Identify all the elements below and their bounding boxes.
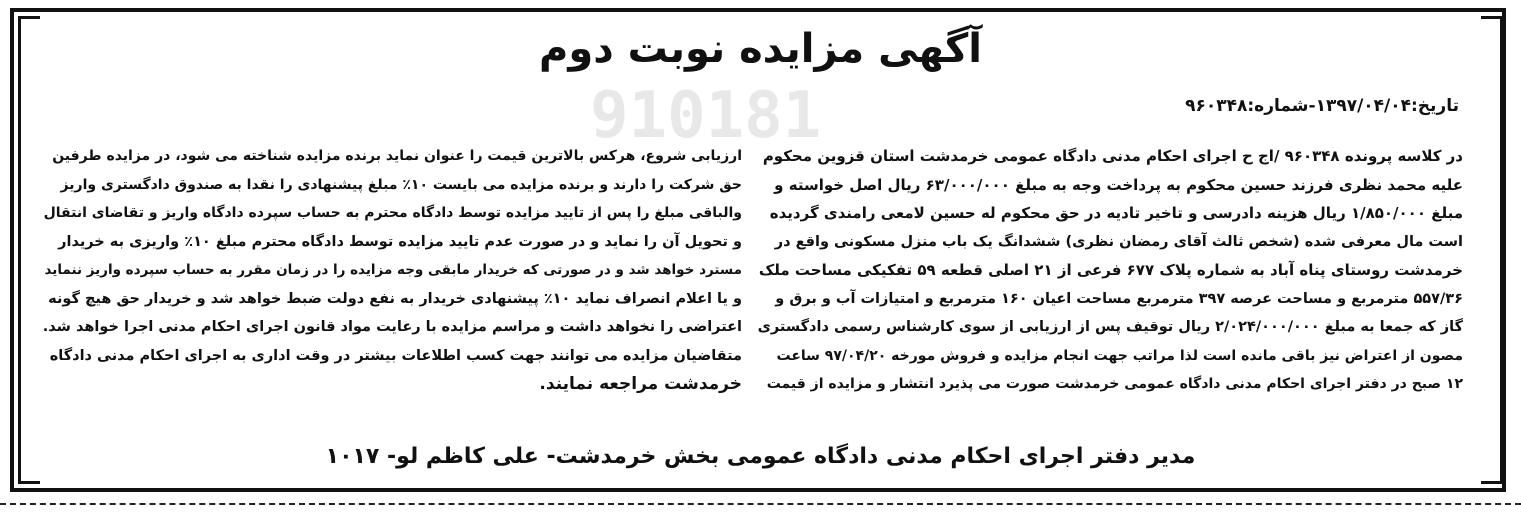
text-line: گاز که جمعا به مبلغ ۲/۰۲۴/۰۰۰/۰۰۰ ریال توقیف پس از ارزیابی از سوی کارشناس رسمی دادگستری <box>758 319 1463 335</box>
text-line: و یا اعلام انصراف نماید ۱۰٪ پیشنهادی خریدار به نفع دولت ضبط خواهد شد و خریدار حق هیچ گونه <box>48 290 742 307</box>
text-line: مسترد خواهد شد و در صورتی که خریدار مابقی وجه مزایده را در زمان مقرر به حساب سپرده واریز ننماید <box>44 262 742 278</box>
frame-bracket-right <box>1481 16 1503 484</box>
text-column-right <box>758 142 1463 399</box>
text-line: حق شرکت را دارند و برنده مزایده می بایست ۱۰٪ مبلغ پیشنهادی را نقدا به صندوق دادگستری واریز <box>60 176 742 193</box>
date-number-line: تاریخ:۱۳۹۷/۰۴/۰۴-شماره:۹۶۰۳۴۸ <box>1185 96 1459 116</box>
text-line: مبلغ ۱/۸۵۰/۰۰۰ ریال هزینه دادرسی و تاخیر تادیه در حق محکوم له حسین لامعی رامندی گردیده <box>769 204 1463 222</box>
text-line: اعتراضی را نخواهد داشت و مراسم مزایده با رعایت مواد قانون اجرای احکام مدنی اجرا خواهد شد. <box>42 319 742 335</box>
cut-line-divider <box>0 503 1521 505</box>
text-line: ۵۵۷/۳۶ مترمربع و مساحت عرصه ۳۹۷ مترمربع مساحت اعیان ۱۶۰ مترمربع و امتیازات آب و برق و <box>775 290 1463 307</box>
text-line: مصون از اعتراض نیز باقی مانده است لذا مراتب جهت انجام مزایده و فروش مورخه ۹۷/۰۴/۲۰ ساعت <box>776 347 1463 364</box>
text-line: و تحویل آن را نماید و در صورت عدم تایید مزایده توسط دادگاه محترم مبلغ ۱۰٪ واریزی به خریدار <box>58 233 742 250</box>
text-line: است مال معرفی شده (شخص ثالث آقای رمضان نظری) ششدانگ یک باب منزل مسکونی واقع در <box>774 233 1463 250</box>
text-line: در کلاسه پرونده ۹۶۰۳۴۸ /اج ح اجرای احکام مدنی دادگاه عمومی خرمدشت استان قزوین محکوم <box>762 147 1463 165</box>
text-line: متقاضیان مزایده می توانند جهت کسب اطلاعات بیشتر در وقت اداری به اجرای احکام مدنی دادگاه <box>49 347 742 364</box>
text-column-left <box>37 142 742 399</box>
text-line: خرمدشت روستای پناه آباد به شماره پلاک ۶۷۷ فرعی از ۲۱ اصلی قطعه ۵۹ تفکیکی مساحت ملک <box>758 261 1463 279</box>
notice-title: آگهی مزایده نوبت دوم <box>539 26 982 72</box>
watermark: 910181 <box>590 79 822 153</box>
text-line: علیه محمد نظری فرزند حسین محکوم به پرداخت وجه به مبلغ ۶۳/۰۰۰/۰۰۰ ریال اصل خواسته و <box>774 175 1463 194</box>
text-line: ارزیابی شروع، هرکس بالاترین قیمت را عنوان نماید برنده مزایده شناخته می شود، در مزایده طرفین <box>52 148 742 164</box>
signature-line: مدیر دفتر اجرای احکام مدنی دادگاه عمومی بخش خرمدشت- علی کاظم لو- ۱۰۱۷ <box>325 444 1196 469</box>
text-line: ۱۲ صبح در دفتر اجرای احکام مدنی دادگاه عمومی خرمدشت صورت می پذیرد انتشار و مزایده از قیمت <box>766 376 1463 392</box>
text-line: خرمدشت مراجعه نمایند. <box>539 374 742 394</box>
text-line: والباقی مبلغ را پس از تایید مزایده توسط دادگاه محترم به حساب سپرده دادگاه واریز و تقاضای انتقال <box>43 205 742 221</box>
